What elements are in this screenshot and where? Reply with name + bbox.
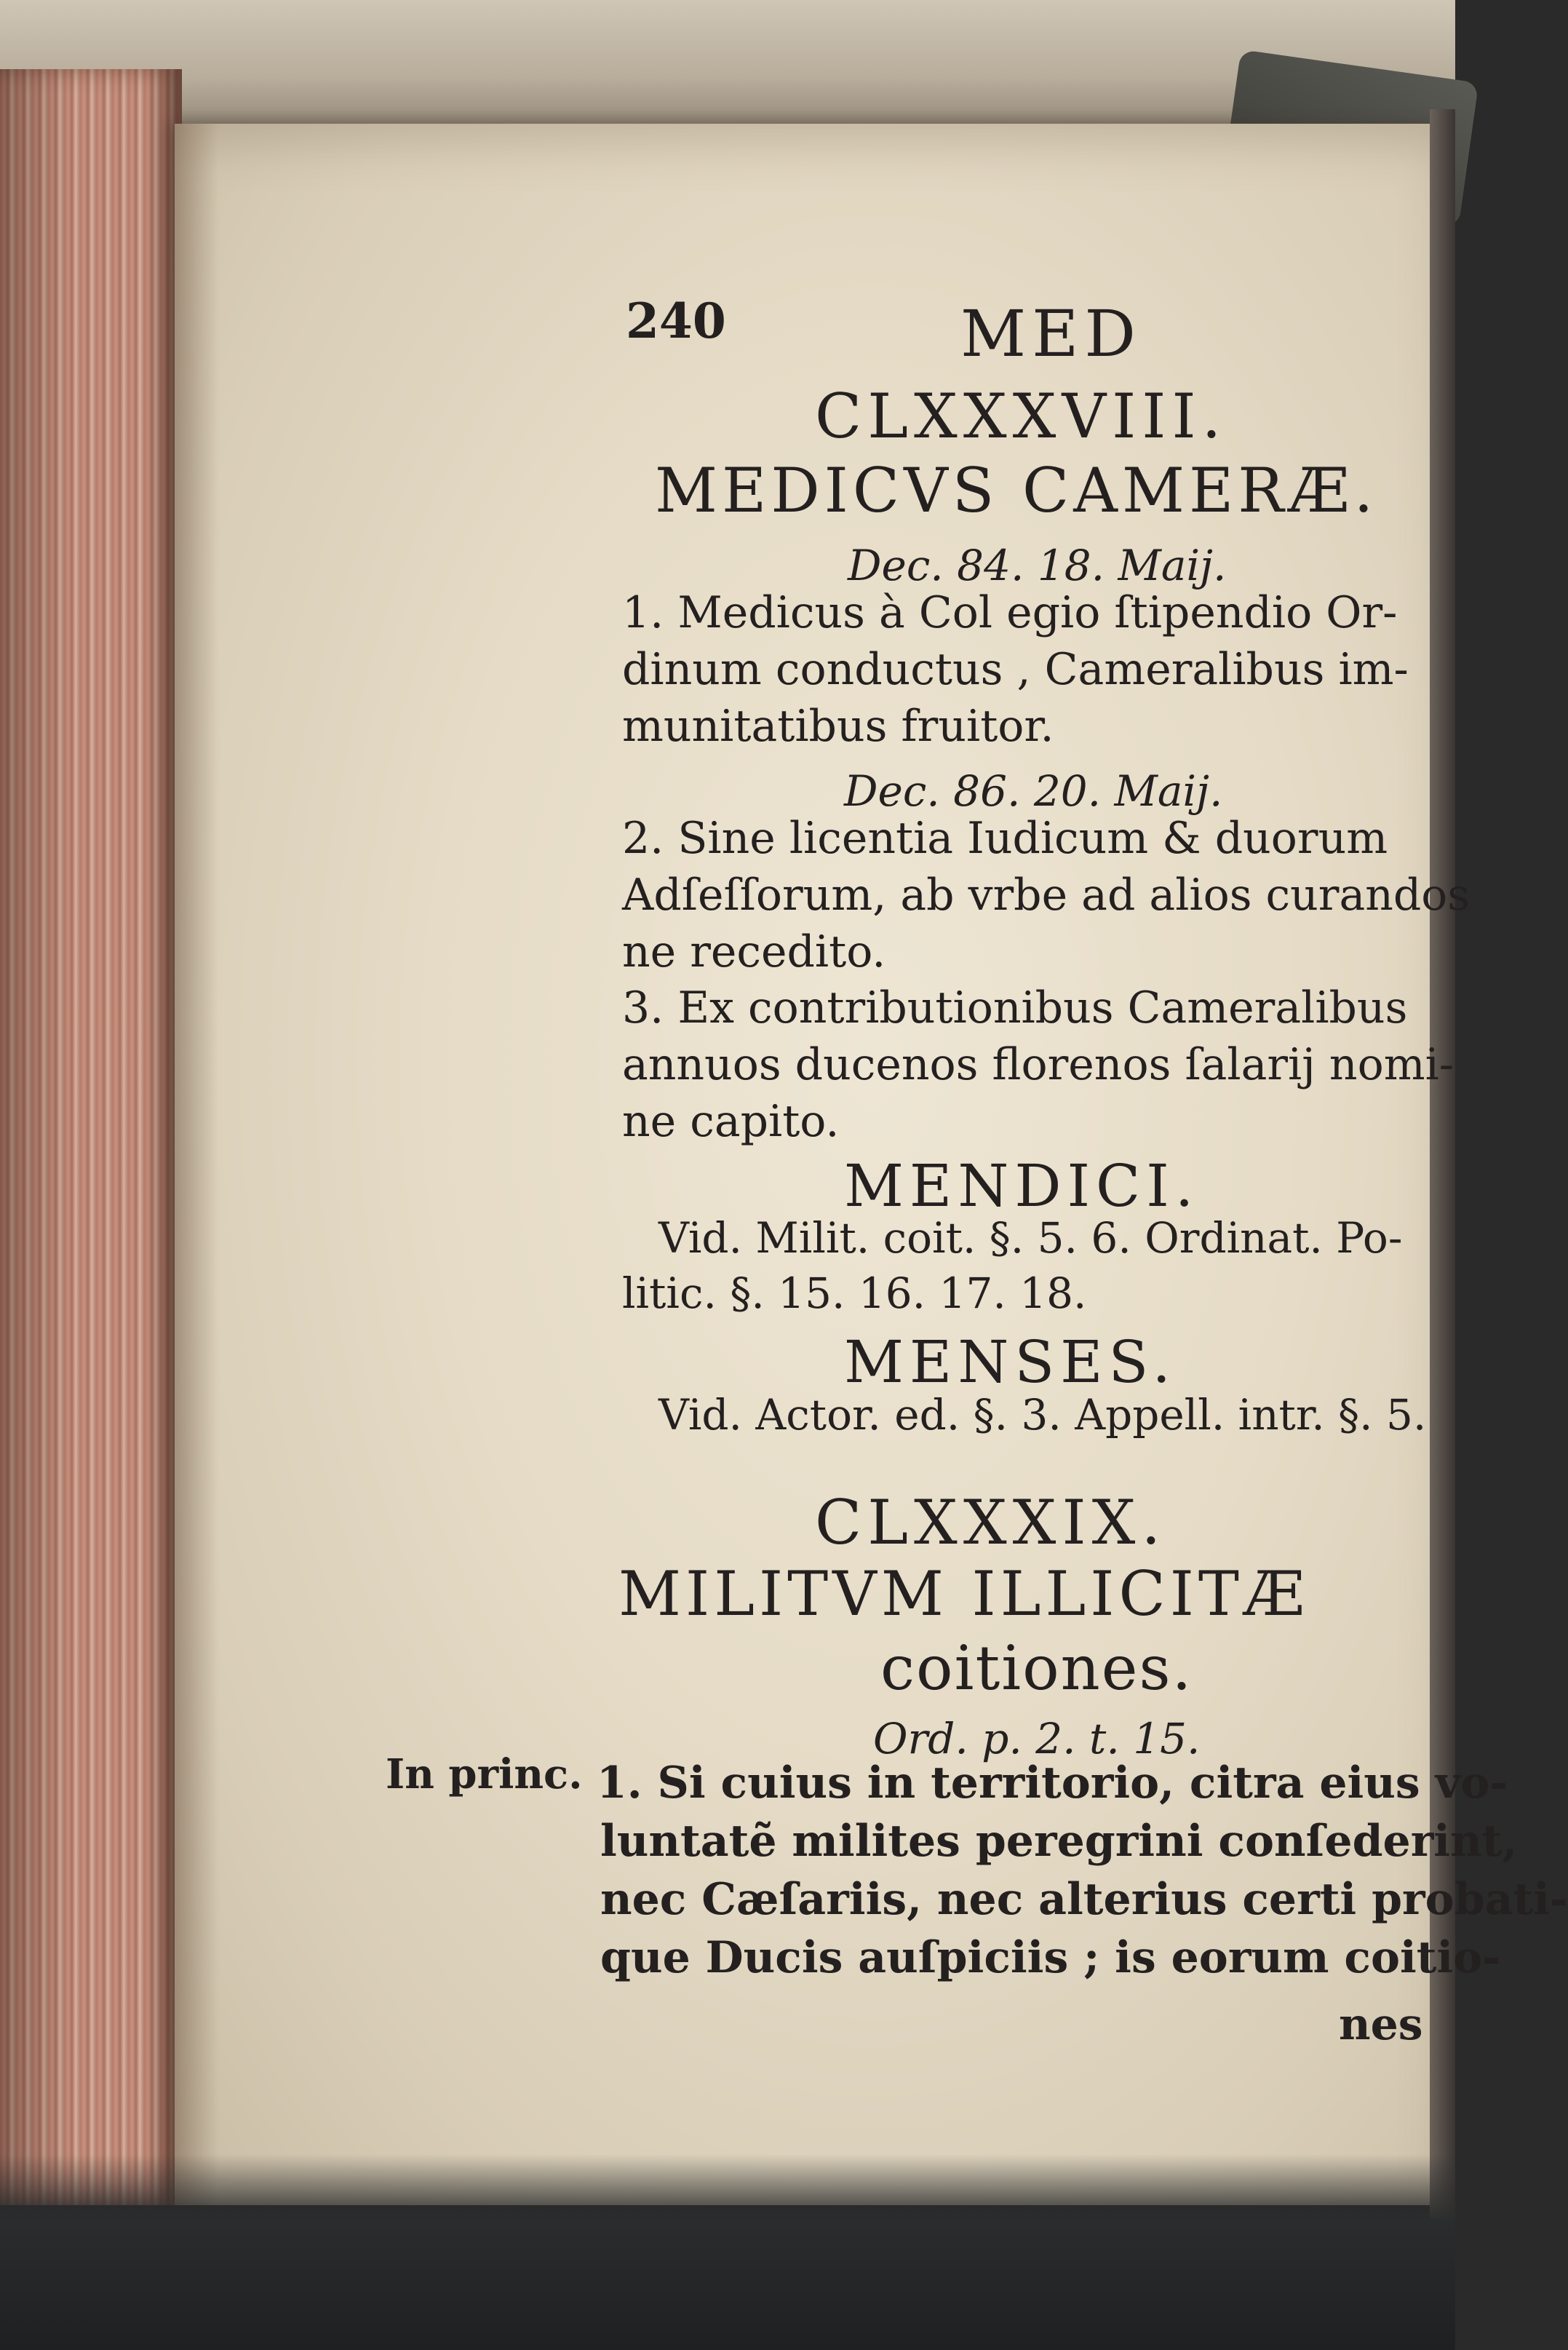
section-date: Ord. p. 2. t. 15. (873, 1714, 1201, 1763)
reference-line: Vid. Actor. ed. §. 3. Appell. intr. §. 5. (658, 1390, 1427, 1440)
reference-line: Vid. Milit. coit. §. 5. 6. Ordinat. Po- (658, 1213, 1403, 1263)
text-line: luntatẽ milites peregrini conſederint, (600, 1816, 1518, 1867)
entry-heading: MENDICI. (844, 1152, 1200, 1220)
text-line: nec Cæſariis, nec alterius certi probati- (600, 1874, 1568, 1925)
text-line: ne recedito. (622, 926, 886, 977)
text-line: munitatibus fruitor. (622, 701, 1054, 752)
catchword: nes (1339, 1999, 1423, 2050)
entry-heading: MENSES. (844, 1328, 1177, 1396)
text-line: annuos ducenos florenos ſalarij nomi- (622, 1039, 1454, 1090)
reference-line: litic. §. 15. 16. 17. 18. (622, 1269, 1087, 1318)
text-line: ne capito. (622, 1096, 840, 1147)
section-title-continued: coitiones. (880, 1632, 1193, 1704)
page-number: 240 (626, 293, 726, 349)
text-line: 1. Medicus à Col egio ſtipendio Or- (622, 587, 1398, 638)
text-line: 3. Ex contributionibus Cameralibus (622, 983, 1408, 1033)
section-title: MILITVM ILLICITÆ (618, 1558, 1310, 1629)
section-title: MEDICVS CAMERÆ. (655, 455, 1378, 526)
text-line: Adſeſſorum, ab vrbe ad alios curandos (622, 870, 1471, 921)
page-gutter-shadow (175, 124, 218, 2205)
margin-note: In princ. (386, 1750, 583, 1798)
text-line: 1. Si cuius in territorio, citra eius vo- (597, 1758, 1508, 1809)
section-date: Dec. 84. 18. Maij. (848, 541, 1227, 590)
text-line: que Ducis auſpiciis ; is eorum coitio- (600, 1932, 1501, 1983)
desk-surface (0, 2154, 1455, 2350)
section-numeral: CLXXXIX. (815, 1487, 1167, 1558)
text-line: 2. Sine licentia Iudicum & duorum (622, 813, 1388, 864)
text-line: dinum conductus , Cameralibus im- (622, 644, 1409, 695)
section-date: Dec. 86. 20. Maij. (844, 766, 1223, 816)
page-edges-shading (0, 69, 182, 2205)
section-numeral: CLXXXVIII. (815, 381, 1227, 452)
running-head: MED (960, 296, 1142, 371)
